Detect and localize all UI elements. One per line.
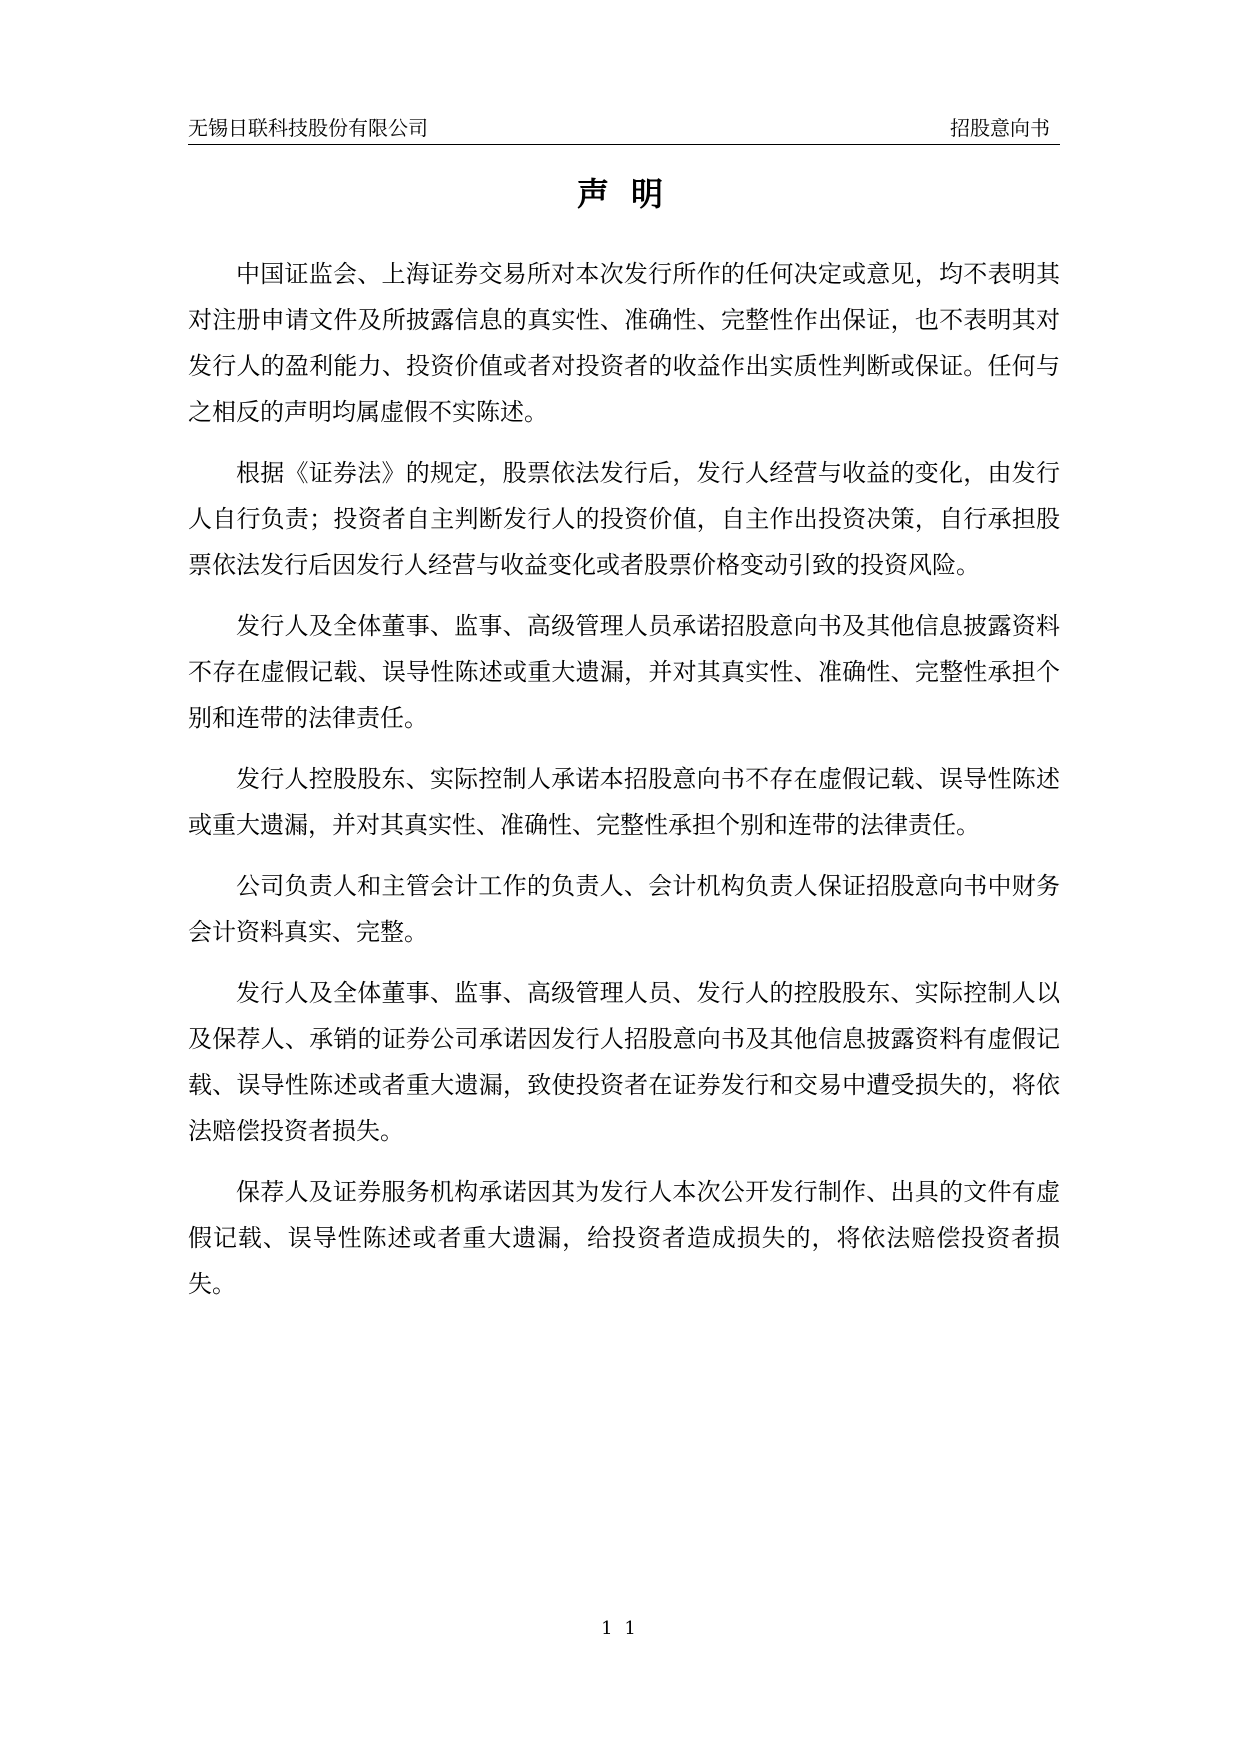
declaration-paragraph-6: 发行人及全体董事、监事、高级管理人员、发行人的控股股东、实际控制人以及保荐人、承销的证券公司承诺因发行人招股意向书及其他信息披露资料有虚假记载、误导性陈述或者重大遗漏，致使投资者在证券发行和交易中遭受损失的，将依法赔偿投资者损失。: [188, 979, 1060, 1145]
declaration-paragraph-4: 发行人控股股东、实际控制人承诺本招股意向书不存在虚假记载、误导性陈述或重大遗漏，并对其真实性、准确性、完整性承担个别和连带的法律责任。: [188, 765, 1060, 839]
declaration-paragraph-5: 公司负责人和主管会计工作的负责人、会计机构负责人保证招股意向书中财务会计资料真实、完整。: [188, 872, 1060, 946]
page-number: 1 1: [601, 1618, 639, 1639]
declaration-paragraph-1: 中国证监会、上海证券交易所对本次发行所作的任何决定或意见，均不表明其对注册申请文件及所披露信息的真实性、准确性、完整性作出保证，也不表明其对发行人的盈利能力、投资价值或者对投资者的收益作出实质性判断或保证。任何与之相反的声明均属虚假不实陈述。: [188, 260, 1060, 426]
header-company-name: 无锡日联科技股份有限公司: [188, 116, 428, 140]
declaration-paragraph-3: 发行人及全体董事、监事、高级管理人员承诺招股意向书及其他信息披露资料不存在虚假记载、误导性陈述或重大遗漏，并对其真实性、准确性、完整性承担个别和连带的法律责任。: [188, 612, 1060, 732]
declaration-body: [188, 251, 1060, 1322]
page-header: [188, 112, 1060, 145]
header-document-type: 招股意向书: [950, 116, 1050, 140]
declaration-paragraph-7: 保荐人及证券服务机构承诺因其为发行人本次公开发行制作、出具的文件有虚假记载、误导性陈述或者重大遗漏，给投资者造成损失的，将依法赔偿投资者损失。: [188, 1178, 1060, 1298]
declaration-paragraph-2: 根据《证券法》的规定，股票依法发行后，发行人经营与收益的变化，由发行人自行负责；投资者自主判断发行人的投资价值，自主作出投资决策，自行承担股票依法发行后因发行人经营与收益变化或者股票价格变动引致的投资风险。: [188, 459, 1060, 579]
page-title: 声明: [576, 175, 685, 213]
